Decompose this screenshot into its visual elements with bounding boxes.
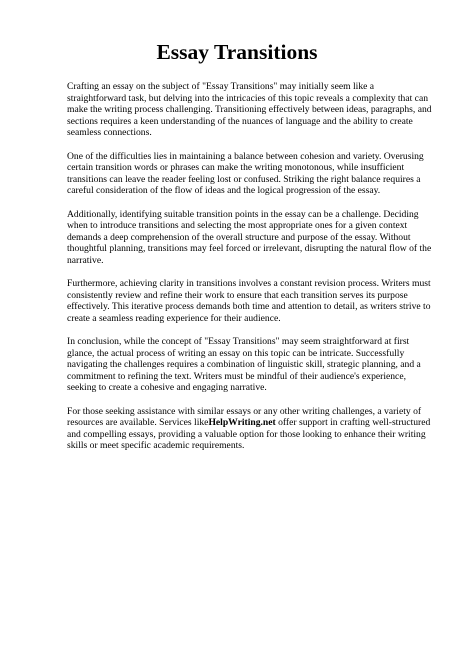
paragraph-transition-points: Additionally, identifying suitable transition points in the essay can be a challenge. Deciding when to introduce transitions and selecting the most appropriate ones for a given context demands a deep comprehension of the overall structure and purpose of the essay. Without thoughtful planning, transitions may feel forced or irrelevant, disrupting the natural flow of the narrative. [67,208,432,266]
paragraph-cohesion: One of the difficulties lies in maintaining a balance between cohesion and variety. Overusing certain transition words or phrases can make the writing monotonous, while insufficient transitions can leave the reader feeling lost or confused. Striking the right balance requires a careful consideration of the flow of ideas and the logical progression of the essay. [67,150,424,197]
paragraph-resources [67,406,435,452]
paragraph-conclusion: In conclusion, while the concept of "Essay Transitions" may seem straightforward at first glance, the actual process of writing an essay on this topic can be intricate. Successfully navigating the challenges requires a combination of linguistic skill, strategic planning, and a commitment to refining the text. Writers must be mindful of their audience's experience, seeking to create a cohesive and engaging narrative. [67,336,421,394]
document-title: Essay Transitions [156,40,318,64]
paragraph-revision: Furthermore, achieving clarity in transitions involves a constant revision process. Writers must consistently review and refine their work to ensure that each transition serves its purpose effectively. This iterative process demands both time and attention to detail, as writers strive to create a seamless reading experience for their audience. [67,278,431,324]
brand-name: HelpWriting.net [208,417,276,429]
resources-text-before: For those seeking assistance with similar essays or any other writing challenges, a variety of resources are available. Services like [67,405,422,429]
document-body [67,81,435,464]
resources-text-after: offer support in crafting well-structured and compelling essays, providing a valuable option for those looking to enhance their writing skills or meet specific academic requirements. [67,417,431,452]
paragraph-intro: Crafting an essay on the subject of "Essay Transitions" may initially seem like a straightforward task, but delving into the intricacies of this topic reveals a complexity that can make the writing process challenging. Transitioning effectively between ideas, paragraphs, and sections requires a keen understanding of the nuances of language and the ability to create seamless connections. [67,81,432,139]
